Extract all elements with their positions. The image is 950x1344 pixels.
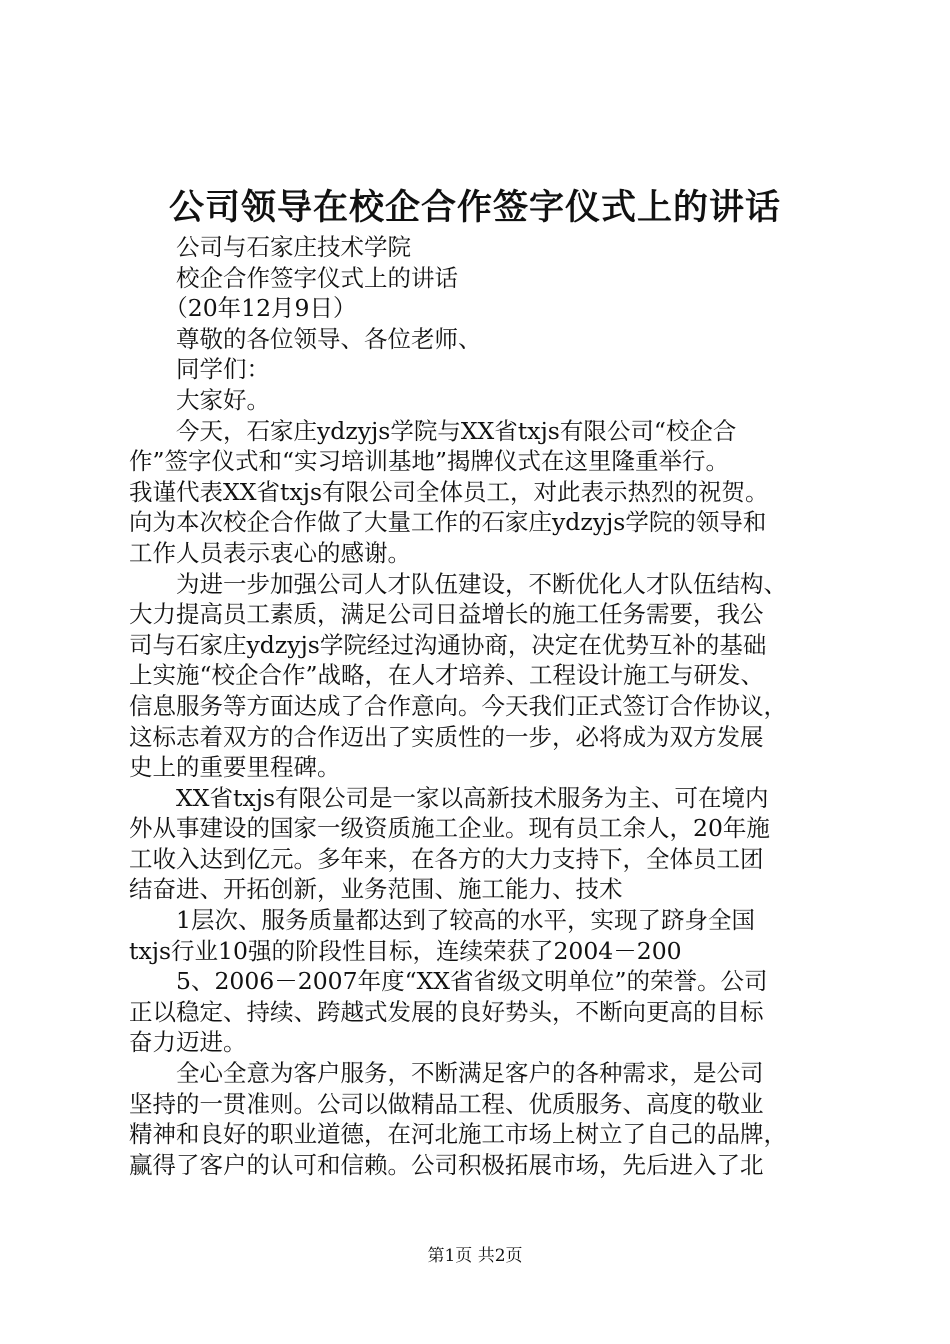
text-line: 校企合作签字仪式上的讲话 xyxy=(129,263,458,292)
text-line: 坚持的一贯准则。公司以做精品工程、优质服务、高度的敬业 xyxy=(129,1089,764,1118)
text-line: 赢得了客户的认可和信赖。公司积极拓展市场，先后进入了北 xyxy=(129,1150,764,1179)
text-line: 奋力迈进。 xyxy=(129,1028,247,1057)
text-line: （20年12月9日） xyxy=(129,294,357,323)
text-line: 史上的重要里程碑。 xyxy=(129,753,341,782)
text-line: 工收入达到亿元。多年来，在各方的大力支持下，全体员工团 xyxy=(129,844,764,873)
text-line: 向为本次校企合作做了大量工作的石家庄ydzyjs学院的领导和 xyxy=(129,508,767,537)
text-line: 工作人员表示衷心的感谢。 xyxy=(129,538,411,567)
text-line: 司与石家庄ydzyjs学院经过沟通协商，决定在优势互补的基础 xyxy=(129,630,767,659)
text-line: 尊敬的各位领导、各位老师、 xyxy=(129,324,482,353)
document-title: 公司领导在校企合作签字仪式上的讲话 xyxy=(168,187,781,228)
text-line: 信息服务等方面达成了合作意向。今天我们正式签订合作协议， xyxy=(129,691,787,720)
text-line: 上实施“校企合作”战略，在人才培养、工程设计施工与研发、 xyxy=(129,661,765,690)
text-line: 精神和良好的职业道德，在河北施工市场上树立了自己的品牌， xyxy=(129,1120,787,1149)
text-line: 我谨代表XX省txjs有限公司全体员工，对此表示热烈的祝贺。 xyxy=(129,477,769,506)
text-line: 正以稳定、持续、跨越式发展的良好势头，不断向更高的目标 xyxy=(129,997,764,1026)
text-line: 外从事建设的国家一级资质施工企业。现有员工余人，20年施 xyxy=(129,814,770,843)
text-line: 同学们： xyxy=(129,355,270,384)
text-line: 为进一步加强公司人才队伍建设，不断优化人才队伍结构、 xyxy=(129,569,787,598)
text-line: 作”签字仪式和“实习培训基地”揭牌仪式在这里隆重举行。 xyxy=(129,447,730,476)
text-line: 这标志着双方的合作迈出了实质性的一步，必将成为双方发展 xyxy=(129,722,764,751)
text-line: 大家好。 xyxy=(129,385,270,414)
text-line: 全心全意为客户服务，不断满足客户的各种需求，是公司 xyxy=(129,1059,764,1088)
text-line: 5、2006－2007年度“XX省省级文明单位”的荣誉。公司 xyxy=(129,967,768,996)
text-line: txjs行业10强的阶段性目标，连续荣获了2004－200 xyxy=(129,936,682,965)
text-line: XX省txjs有限公司是一家以高新技术服务为主、可在境内 xyxy=(129,783,769,812)
document-body xyxy=(129,232,829,1180)
text-line: 大力提高员工素质，满足公司日益增长的施工任务需要，我公 xyxy=(129,600,764,629)
text-line: 1层次、服务质量都达到了较高的水平，实现了跻身全国 xyxy=(129,906,755,935)
page-footer: 第1页 共2页 xyxy=(427,1246,523,1266)
text-line: 结奋进、开拓创新，业务范围、施工能力、技术 xyxy=(129,875,623,904)
text-line: 今天，石家庄ydzyjs学院与XX省txjs有限公司“校企合 xyxy=(129,416,737,445)
text-line: 公司与石家庄技术学院 xyxy=(129,233,411,261)
